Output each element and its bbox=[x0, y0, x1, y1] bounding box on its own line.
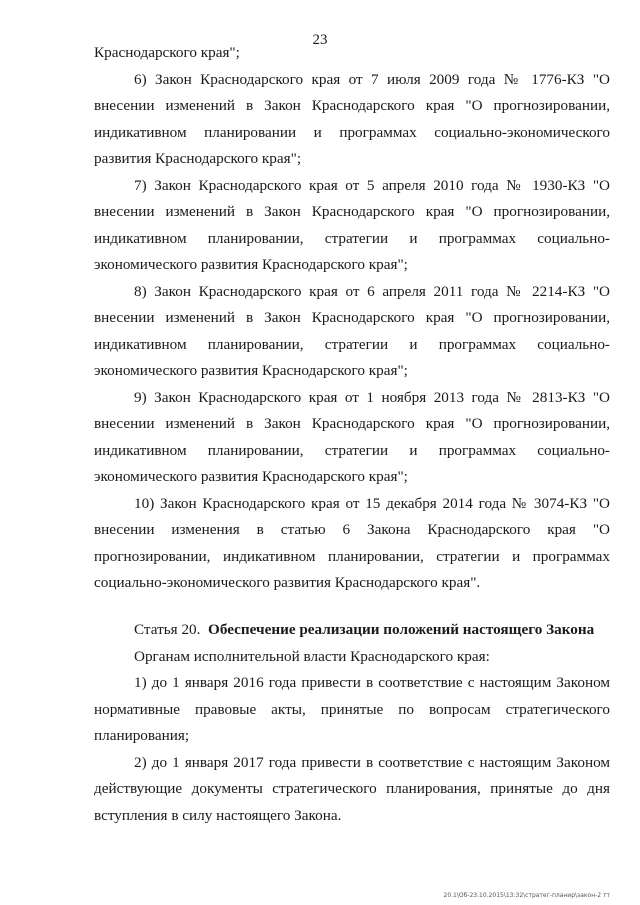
article-point: 2) до 1 января 2017 года привести в соответствие с настоящим Законом действующие документы стратегического планирования, принятые до дня вступления в силу настоящего Закона. bbox=[94, 753, 610, 824]
article-title: Обеспечение реализации положений настоящего Закона bbox=[208, 621, 595, 638]
list-item: 6) Закон Краснодарского края от 7 июля 2009 года № 1776-КЗ "О внесении изменений в Закон Краснодарского края "О прогнозировании, индикативном планировании и программах социально-экономического развития Краснодарского края"; bbox=[94, 70, 610, 167]
article-intro: Органам исполнительной власти Краснодарского края: bbox=[134, 647, 490, 665]
article-label: Статья 20. bbox=[134, 621, 201, 638]
article-heading bbox=[94, 617, 610, 644]
continuation-text: Краснодарского края"; bbox=[94, 44, 240, 61]
article-point: 1) до 1 января 2016 года привести в соответствие с настоящим Законом нормативные правовые акты, принятые по вопросам стратегического планирования; bbox=[94, 674, 610, 744]
list-item: 8) Закон Краснодарского края от 6 апреля 2011 года № 2214-КЗ "О внесении изменений в Закон Краснодарского края "О прогнозировании, индикативном планировании, стратегии и программах социально-экономического развития Краснодарского края"; bbox=[94, 282, 610, 379]
list-item: 10) Закон Краснодарского края от 15 декабря 2014 года № 3074-КЗ "О внесении изменения в статью 6 Закона Краснодарского края "О прогнозировании, индикативном планировании, стратегии и программах социально-экономического развития Краснодарского края". bbox=[94, 494, 610, 591]
article-section bbox=[94, 617, 610, 829]
list-item: 7) Закон Краснодарского края от 5 апреля 2010 года № 1930-КЗ "О внесении изменений в Закон Краснодарского края "О прогнозировании, индикативном планировании, стратегии и программах социально-экономического развития Краснодарского края"; bbox=[94, 176, 610, 273]
document-body bbox=[94, 40, 610, 597]
footer-file-code: 20.1\Об-23.10.2015\13:32\стратег-планир\закон-2 тт bbox=[443, 892, 610, 899]
list-item: 9) Закон Краснодарского края от 1 ноября 2013 года № 2813-КЗ "О внесении изменений в Закон Краснодарского края "О прогнозировании, индикативном планировании, стратегии и программах социально-экономического развития Краснодарского края"; bbox=[94, 388, 610, 485]
page-number: 23 bbox=[312, 32, 328, 48]
